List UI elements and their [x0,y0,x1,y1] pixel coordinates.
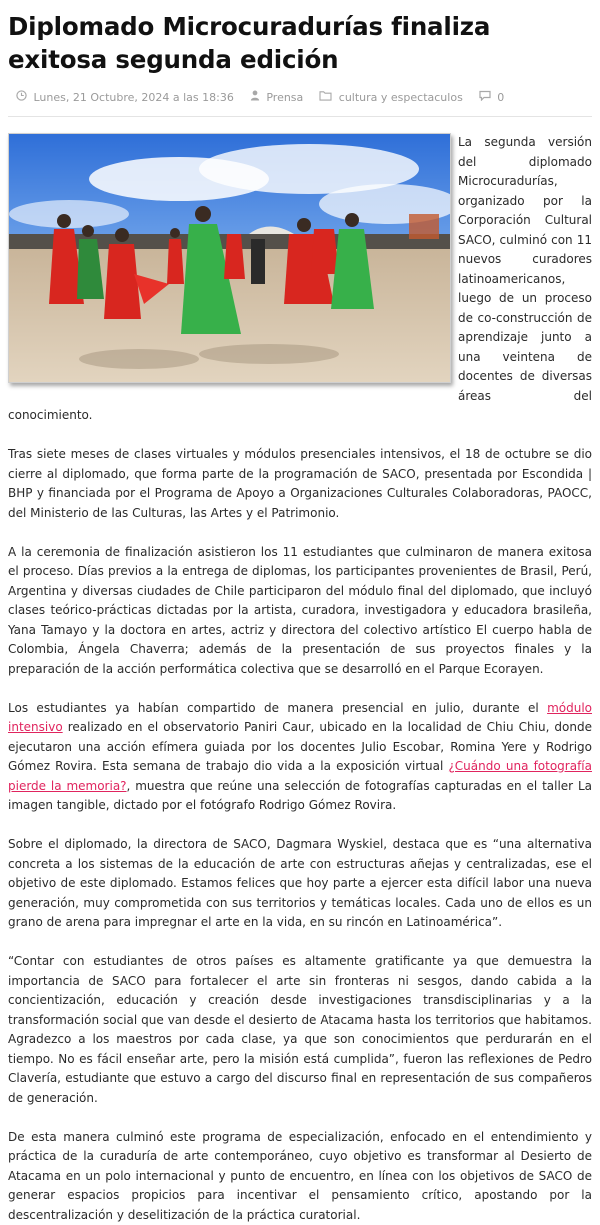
user-icon [250,90,260,106]
article-title: Diplomado Microcuradurías finaliza exitosa segunda edición [8,10,592,76]
comments-count-link[interactable]: 0 [497,91,504,104]
paragraph-7: De esta manera culminó este programa de especialización, enfocado en el entendimiento y práctica de la curaduría de arte contemporáneo, cuyo objetivo es transformar al Desierto de Atacama en un polo internacional y punto de encuentro, en línea con los objetivos de SACO de generar espacios propicios para incentivar el pensamiento crítico, apostando por la descentralización y deselitización de la práctica curatorial. [8,1128,592,1225]
paragraph-4: Los estudiantes ya habían compartido de manera presencial en julio, durante el módulo intensivo realizado en el observatorio Paniri Caur, ubicado en la localidad de Chiu Chiu, donde ejecutaron una acción efímera guiada por los docentes Julio Escobar, Romina Yere y Rodrigo Gómez Rovira. Esta semana de trabajo dio vida a la exposición virtual ¿Cuándo una fotografía pierde la memoria?, muestra que reúne una selección de fotografías capturadas en el taller La imagen tangible, dictado por el fotógrafo Rodrigo Gómez Rovira. [8,699,592,816]
paragraph-3: A la ceremonia de finalización asistieron los 11 estudiantes que culminaron de manera exitosa el proceso. Días previos a la entrega de diplomas, los participantes provenientes de Brasil, Perú, Argentina y diversas ciudades de Chile participaron del módulo final del diplomado, que incluyó clases teórico-prácticas dictadas por la artista, curadora, investigadora y educadora brasileña, Yana Tamayo y la doctora en artes, actriz y directora del colectivo artístico El cuerpo habla de Colombia, Ángela Chaverra; además de la presentación de sus proyectos finales y la preparación de la acción performática colectiva que se desarrolló en el Parque Ecorayen. [8,543,592,680]
paragraph-1: La segunda versión del diplomado Microcuradurías, organizado por la Corporación Cultural SACO, culminó con 11 nuevos curadores latinoamericanos, luego de un proceso de co-construcción de aprendizaje junto a una veintena de docentes de diversas áreas del conocimiento. [8,133,592,426]
paragraph-2: Tras siete meses de clases virtuales y módulos presenciales intensivos, el 18 de octubre se dio cierre al diplomado, que forma parte de la programación de SACO, presentada por Escondida | BHP y financiada por el Programa de Apoyo a Organizaciones Culturales Colaboradoras, PAOCC, del Ministerio de las Culturas, las Artes y el Patrimonio. [8,445,592,523]
article-meta [8,90,592,106]
exposicion-virtual-link[interactable]: ¿Cuándo una fotografía pierde la memoria? [8,759,592,793]
folder-icon [319,90,332,106]
clock-icon [16,90,27,106]
post-date: Lunes, 21 Octubre, 2024 a las 18:36 [34,90,234,106]
article-body [8,133,592,1225]
author-link[interactable]: Prensa [266,91,303,104]
modulo-intensivo-link[interactable]: módulo intensivo [8,701,592,735]
article-photo [8,133,451,383]
paragraph-6: “Contar con estudiantes de otros países es altamente gratificante ya que demuestra la importancia de SACO para fortalecer el arte sin fronteras ni sesgos, dando cabida a la concientización, educación y creación desde investigaciones transdisciplinarias y a la transformación social que van desde el desierto de Atacama hasta los territorios que habitamos. Agradezco a los maestros por cada clase, ya que son conocimientos que perdurarán en el tiempo. No es fácil enseñar arte, pero la misión está cumplida”, fueron las reflexiones de Pedro Clavería, estudiante que estuvo a cargo del discurso final en representación de sus compañeros de generación. [8,952,592,1108]
paragraph-5: Sobre el diplomado, la directora de SACO, Dagmara Wyskiel, destaca que es “una alternativa concreta a los sistemas de la educación de arte con estructuras añejas y centralizadas, ese el objetivo de este diplomado. Estamos felices que hoy parte a ejercer esta difícil labor una nueva generación, muy comprometida con sus territorios y temáticas locales. Cada uno de ellos es un grano de arena para impregnar el arte en la vida, en su rincón en Latinoamérica”. [8,835,592,933]
comment-icon [479,90,491,106]
category-link[interactable]: cultura y espectaculos [339,91,463,104]
divider [8,116,592,117]
